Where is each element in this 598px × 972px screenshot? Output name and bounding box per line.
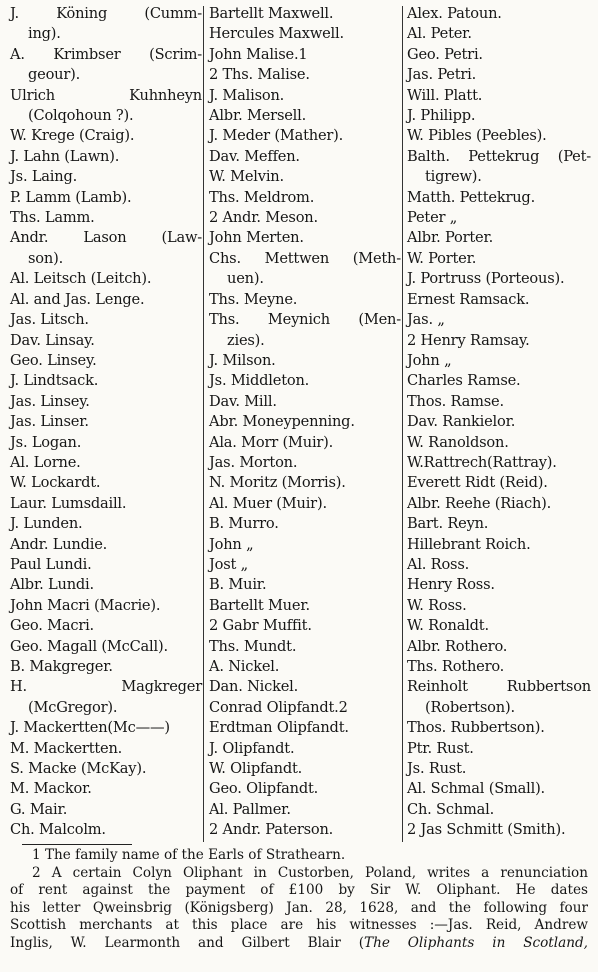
- name-entry: Thos. Ramse.: [407, 392, 504, 410]
- footnote-line: [10, 935, 588, 953]
- name-entry: Abr. Moneypenning.: [209, 413, 355, 431]
- name-entry: J. Portruss (Porteous).: [407, 270, 565, 288]
- name-entry: W. Ronaldt.: [407, 617, 489, 635]
- name-entry: W. Ross.: [407, 596, 467, 614]
- name-entry: zies).: [227, 331, 265, 349]
- name-entry: Geo. Petri.: [407, 45, 483, 63]
- name-entry: Ths. Meynich (Men-: [209, 311, 401, 329]
- name-entry: W. Ranoldson.: [407, 433, 509, 451]
- name-entry: Jas. Linsey.: [10, 392, 90, 410]
- footnote-line: of rent against the payment of £100 by Sir W. Oliphant. He dates: [10, 882, 588, 899]
- name-entry: Dav. Linsay.: [10, 331, 95, 349]
- name-entry: A. Krimbser (Scrim-: [10, 45, 202, 63]
- name-entry: uen).: [227, 270, 264, 288]
- name-entry: Al. Pallmer.: [209, 800, 291, 818]
- name-entry: Albr. Mersell.: [209, 107, 307, 125]
- name-entry: Dav. Mill.: [209, 392, 277, 410]
- name-entry: 2 Jas Schmitt (Smith).: [407, 821, 566, 839]
- name-list-columns: [0, 4, 598, 840]
- name-entry: Ths. Mundt.: [209, 637, 297, 655]
- name-entry: Js. Logan.: [10, 433, 82, 451]
- name-entry: B. Muir.: [209, 576, 267, 594]
- name-entry: Thos. Rubbertson).: [407, 719, 545, 737]
- name-entry: Al. Schmal (Small).: [407, 780, 545, 798]
- name-entry: Bartellt Maxwell.: [209, 5, 334, 22]
- name-entry: Jas. Litsch.: [10, 311, 89, 329]
- name-entry: B. Makgreger.: [10, 658, 113, 675]
- name-entry: Balth. Pettekrug (Pet-: [407, 147, 591, 165]
- name-entry: John „: [407, 351, 452, 369]
- name-entry: Al. Leitsch (Leitch).: [10, 270, 152, 288]
- name-entry: W.Rattrech(Rattray).: [407, 453, 557, 471]
- name-entry: Henry Ross.: [407, 576, 495, 594]
- name-entry: W. Pibles (Peebles).: [407, 127, 547, 145]
- name-entry: Peter „: [407, 209, 458, 227]
- footnotes: [10, 847, 588, 953]
- name-entry: (Colqohoun ?).: [28, 107, 134, 125]
- name-entry: John „: [209, 535, 254, 553]
- name-entry: Everett Ridt (Reid).: [407, 474, 548, 492]
- name-entry: Dav. Rankielor.: [407, 413, 516, 431]
- name-entry: Js. Middleton.: [209, 372, 310, 390]
- name-entry: John Malise.1: [209, 45, 308, 63]
- name-column-1: [10, 4, 202, 841]
- name-entry: Js. Rust.: [407, 760, 467, 778]
- name-entry: Ths. Meldrom.: [209, 188, 315, 206]
- name-entry: J. Lahn (Lawn).: [10, 147, 120, 165]
- name-entry: W. Krege (Craig).: [10, 127, 135, 145]
- name-entry: geour).: [28, 66, 81, 84]
- name-entry: J. Lindtsack.: [10, 372, 99, 390]
- name-entry: J. Lunden.: [10, 515, 83, 533]
- name-entry: Geo. Macri.: [10, 617, 95, 635]
- name-entry: J. Philipp.: [407, 107, 476, 125]
- footnote-2: [10, 865, 588, 953]
- name-entry: J. Malison.: [209, 86, 285, 104]
- name-entry: J. Meder (Mather).: [209, 127, 344, 145]
- name-entry: Jost „: [209, 555, 248, 573]
- name-entry: J. Köning (Cumm-: [10, 5, 202, 22]
- name-column-2: [209, 4, 401, 841]
- name-entry: Erdtman Olipfandt.: [209, 719, 349, 737]
- name-entry: Hillebrant Roich.: [407, 535, 531, 553]
- name-entry: P. Lamm (Lamb).: [10, 188, 132, 206]
- footnote-line: 1 The family name of the Earls of Strathearn.: [32, 847, 346, 863]
- book-title: The Oliphants in Scotland,: [364, 934, 588, 951]
- name-entry: ing).: [28, 25, 61, 43]
- footnote-1: [10, 847, 588, 865]
- name-entry: Geo. Olipfandt.: [209, 780, 319, 798]
- column-rule: [203, 6, 204, 842]
- name-entry: G. Mair.: [10, 800, 68, 818]
- name-entry: 2 Andr. Paterson.: [209, 821, 334, 839]
- name-entry: Ch. Malcolm.: [10, 821, 106, 839]
- footnote-separator: [22, 844, 132, 845]
- name-entry: 2 Ths. Malise.: [209, 66, 310, 84]
- name-entry: Matth. Pettekrug.: [407, 188, 536, 206]
- name-entry: Ths. Rothero.: [407, 658, 505, 675]
- name-entry: (Robertson).: [425, 698, 515, 716]
- name-entry: Albr. Rothero.: [407, 637, 508, 655]
- name-entry: Bart. Reyn.: [407, 515, 489, 533]
- name-entry: Bartellt Muer.: [209, 596, 310, 614]
- name-entry: Andr. Lundie.: [10, 535, 108, 553]
- name-entry: J. Milson.: [209, 351, 276, 369]
- name-entry: Jas. Petri.: [407, 66, 477, 84]
- name-entry: Dav. Meffen.: [209, 147, 300, 165]
- name-entry: Ptr. Rust.: [407, 739, 474, 757]
- name-entry: Paul Lundi.: [10, 555, 92, 573]
- name-entry: 2 Henry Ramsay.: [407, 331, 530, 349]
- name-entry: Andr. Lason (Law-: [10, 229, 202, 247]
- name-entry: Conrad Olipfandt.2: [209, 698, 348, 716]
- name-entry: Albr. Reehe (Riach).: [407, 494, 552, 512]
- name-entry: Albr. Lundi.: [10, 576, 94, 594]
- name-entry: Laur. Lumsdaill.: [10, 494, 127, 512]
- name-entry: John Merten.: [209, 229, 304, 247]
- name-entry: Al. Lorne.: [10, 453, 81, 471]
- footnote-line: his letter Qweinsbrig (Königsberg) Jan. 28, 1628, and the following four: [10, 899, 588, 916]
- name-entry: J. Mackertten(Mc——): [10, 719, 170, 737]
- name-entry: (McGregor).: [28, 698, 118, 716]
- name-entry: Jas. Morton.: [209, 453, 298, 471]
- name-entry: Alex. Patoun.: [407, 5, 502, 22]
- name-entry: Jas. „: [407, 311, 445, 329]
- name-entry: 2 Andr. Meson.: [209, 209, 318, 227]
- name-entry: S. Macke (McKay).: [10, 760, 147, 778]
- name-entry: H. Magkreger: [10, 678, 202, 696]
- name-entry: N. Moritz (Morris).: [209, 474, 346, 492]
- name-entry: W. Melvin.: [209, 168, 284, 186]
- name-entry: B. Murro.: [209, 515, 279, 533]
- column-rule: [402, 6, 403, 842]
- name-entry: Dan. Nickel.: [209, 678, 299, 696]
- name-entry: Albr. Porter.: [407, 229, 494, 247]
- name-entry: Js. Laing.: [10, 168, 78, 186]
- name-entry: Ch. Schmal.: [407, 800, 495, 818]
- name-entry: 2 Gabr Muffit.: [209, 617, 312, 635]
- name-entry: Chs. Mettwen (Meth-: [209, 249, 401, 267]
- footnote-line: 2 A certain Colyn Oliphant in Custorben, Poland, writes a renunciation: [32, 864, 588, 881]
- footnote-line: Scottish merchants at this place are his witnesses :—Jas. Reid, Andrew: [10, 917, 588, 934]
- name-entry: M. Mackor.: [10, 780, 92, 798]
- name-entry: W. Porter.: [407, 249, 477, 267]
- name-entry: Will. Platt.: [407, 86, 483, 104]
- footnote-text: Inglis, W. Learmonth and Gilbert Blair (: [10, 934, 365, 951]
- name-entry: W. Olipfandt.: [209, 760, 303, 778]
- name-entry: Al. Ross.: [407, 555, 470, 573]
- name-entry: Ala. Morr (Muir).: [209, 433, 334, 451]
- name-entry: tigrew).: [425, 168, 482, 186]
- name-entry: Jas. Linser.: [10, 413, 89, 431]
- name-entry: Reinholt Rubbertson: [407, 678, 591, 696]
- name-entry: son).: [28, 249, 64, 267]
- name-entry: Ths. Lamm.: [10, 209, 95, 227]
- name-entry: Ernest Ramsack.: [407, 290, 530, 308]
- name-entry: M. Mackertten.: [10, 739, 123, 757]
- name-entry: Al. Peter.: [407, 25, 472, 43]
- name-entry: W. Lockardt.: [10, 474, 101, 492]
- name-column-3: [407, 4, 591, 841]
- name-entry: Charles Ramse.: [407, 372, 521, 390]
- name-entry: J. Olipfandt.: [209, 739, 295, 757]
- name-entry: Ths. Meyne.: [209, 290, 298, 308]
- name-entry: John Macri (Macrie).: [10, 596, 161, 614]
- name-entry: Geo. Linsey.: [10, 351, 97, 369]
- name-entry: Geo. Magall (McCall).: [10, 637, 168, 655]
- name-entry: A. Nickel.: [209, 658, 280, 675]
- name-entry: Hercules Maxwell.: [209, 25, 344, 43]
- name-entry: Al. Muer (Muir).: [209, 494, 327, 512]
- name-entry: Al. and Jas. Lenge.: [10, 290, 145, 308]
- name-entry: Ulrich Kuhnheyn: [10, 86, 202, 104]
